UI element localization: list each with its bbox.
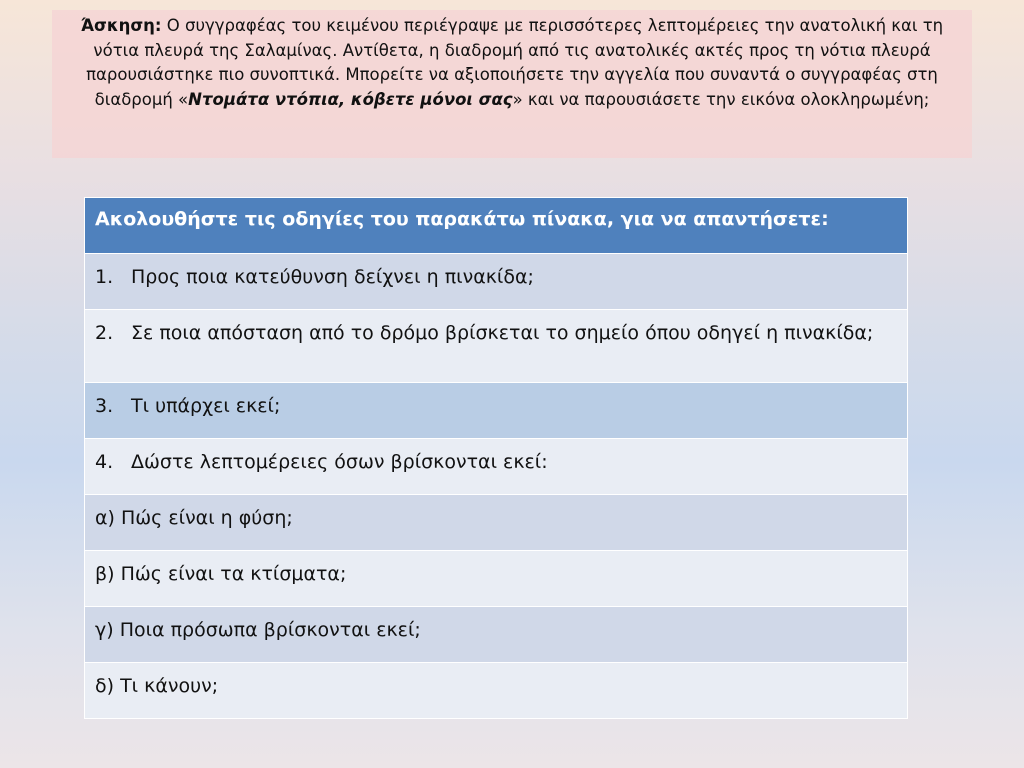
table-header: Ακολουθήστε τις οδηγίες του παρακάτω πίνακα, για να απαντήσετε:: [85, 198, 908, 254]
table-row: [85, 383, 908, 439]
item-number: 2.: [95, 322, 114, 344]
sub-question: β) Πώς είναι τα κτίσματα;: [85, 551, 908, 607]
table-row: [85, 495, 908, 551]
sub-question: δ) Τι κάνουν;: [85, 663, 908, 719]
item-text: Δώστε λεπτομέρειες όσων βρίσκονται εκεί:: [131, 451, 548, 473]
guide-table: [84, 197, 908, 719]
item-number: 1.: [95, 266, 114, 288]
table-row: [85, 254, 908, 310]
sub-question: α) Πώς είναι η φύση;: [85, 495, 908, 551]
sub-question: γ) Ποια πρόσωπα βρίσκονται εκεί;: [85, 607, 908, 663]
table-row: [85, 607, 908, 663]
exercise-quote: Ντομάτα ντόπια, κόβετε μόνοι σας: [188, 89, 513, 109]
item-text: Προς ποια κατεύθυνση δείχνει η πινακίδα;: [131, 266, 534, 288]
table-row: [85, 551, 908, 607]
table-row: [85, 663, 908, 719]
item-number: 4.: [95, 451, 114, 473]
exercise-box: [52, 10, 972, 158]
table-row: [85, 439, 908, 495]
item-text: Σε ποια απόσταση από το δρόμο βρίσκεται το σημείο όπου οδηγεί η πινακίδα;: [131, 322, 874, 344]
item-number: 3.: [95, 395, 114, 417]
exercise-label: Άσκηση:: [80, 16, 162, 35]
item-text: Τι υπάρχει εκεί;: [131, 395, 281, 417]
exercise-text-part2: » και να παρουσιάσετε την εικόνα ολοκληρωμένη;: [512, 89, 930, 109]
table-row: [85, 310, 908, 383]
exercise-text-part1: Ο συγγραφέας του κειμένου περιέγραψε με περισσότερες λεπτομέρειες την ανατολική και τη νότια πλευρά της Σαλαμίνας. Αντίθετα, η διαδρομή από τις ανατολικές ακτές προς τη νότια πλευρά παρουσιάστηκε πιο συνοπτικά. Μπορείτε να αξιοποιήσετε την αγγελία που συναντά ο συγγραφέας στη διαδρομή «: [86, 16, 944, 109]
